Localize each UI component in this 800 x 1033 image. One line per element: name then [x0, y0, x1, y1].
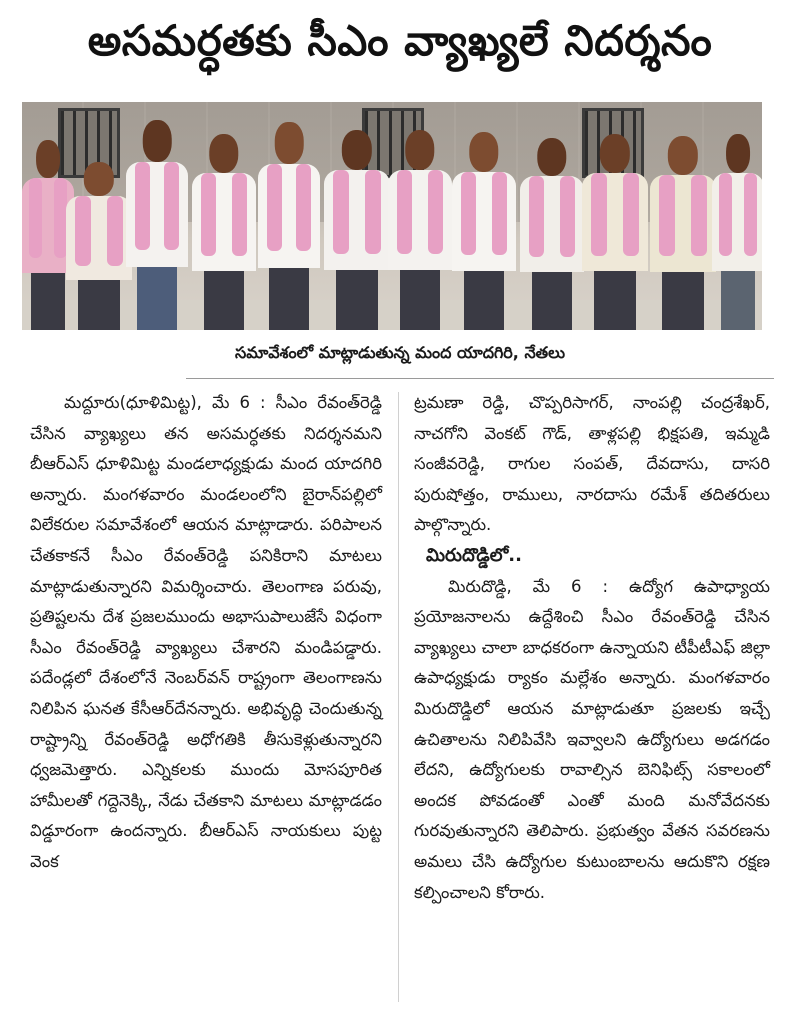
person-figure: [582, 134, 648, 330]
person-figure: [258, 122, 320, 330]
person-figure: [452, 132, 516, 330]
headline: అసమర్ధతకు సీఎం వ్యాఖ్యలే నిదర్శనం: [87, 16, 713, 65]
caption-rule: [186, 378, 774, 379]
article-right-column: [414, 388, 770, 908]
article-paragraph: మిరుదొడ్డి, మే 6 : ఉద్యోగ ఉపాధ్యాయ ప్రయోజనాలను ఉద్దేశించి సీఎం రేవంత్‌రెడ్డి చేసిన వ్యాఖ్యలు చాలా బాధకరంగా ఉన్నాయని టీపీటీఎఫ్‌ జిల్లా ఉపాధ్యక్షుడు ర్యాకం మల్లేశం అన్నారు. మంగళవారం మిరుదొడ్డిలో ఆయన మాట్లాడుతూ ప్రజలకు ఇచ్చే ఉచితాలను నిలిపివేసి ఇవ్వాలని ఉద్యోగులు అడగడం లేదని, ఉద్యోగులకు రావాల్సిన బెనిఫిట్స్‌ సకాలంలో అందక పోవడంతో ఎంతో మంది మనోవేదనకు గురవుతున్నారని తెలిపారు. ప్రభుత్వం వేతన సవరణను అమలు చేసి ఉద్యోగుల కుటుంబాలను ఆదుకొని రక్షణ కల్పించాలని కోరారు.: [414, 576, 770, 902]
person-figure: [520, 138, 584, 330]
article-subhead: మిరుదొడ్డిలో..: [426, 544, 522, 566]
photo-caption: సమావేశంలో మాట్లాడుతున్న మంద యాదగిరి, నేతలు: [234, 343, 566, 362]
article-paragraph-continued: ట్రమణా రెడ్డి, చొప్పరిసాగర్‌, నాంపల్లి చంద్రశేఖర్‌, నాచగోని వెంకట్‌ గౌడ్‌, తాళ్లపల్లి భిక్షపతి, ఇమ్మడి సంజీవరెడ్డి, రాగుల సంపత్‌, దేవదాసు, దాసరి పురుషోత్తం, రాములు, నారదాసు రమేశ్‌ తదితరులు పాల్గొన్నారు.: [414, 393, 770, 535]
next-article-fragment: [0, 1016, 800, 1033]
article-left-column: [30, 388, 382, 878]
person-figure: [650, 136, 716, 330]
person-figure: [66, 162, 132, 330]
person-figure: [126, 120, 188, 330]
person-figure: [324, 130, 390, 330]
person-figure: [388, 130, 452, 330]
news-photo: [22, 102, 762, 330]
column-divider: [398, 392, 399, 1002]
person-figure: [192, 134, 256, 330]
person-figure: [712, 134, 762, 330]
article-paragraph: మద్దూరు(ధూళిమిట్ట), మే 6 : సీఎం రేవంత్‌రెడ్డి చేసిన వ్యాఖ్యలు తన అసమర్ధతకు నిదర్శనమని బీఆర్‌ఎస్‌ ధూళిమిట్ట మండలాధ్యక్షుడు మంద యాదగిరి అన్నారు. మంగళవారం మండలంలోని బైరాన్‌పల్లిలో విలేకరుల సమావేశంలో ఆయన మాట్లాడారు. పరిపాలన చేతకాకనే సీఎం రేవంత్‌రెడ్డి పనికిరాని మాటలు మాట్లాడుతున్నారని విమర్శించారు. తెలంగాణ పరువు, ప్రతిష్టలను దేశ ప్రజలముందు అభాసుపాలుజేసే విధంగా సీఎం రేవంత్‌రెడ్డి వ్యాఖ్యలు చేశారని మండిపడ్డారు. పదేండ్లలో దేశంలోనే నెంబర్‌వన్‌ రాష్ట్రంగా తెలంగాణను నిలిపిన ఘనత కేసీఆర్‌దేనన్నారు. అభివృద్ధి చెందుతున్న రాష్ట్రాన్ని రేవంత్‌రెడ్డి అధోగతికి తీసుకెళ్లుతున్నారని ధ్వజమెత్తారు. ఎన్నికలకు ముందు మోసపూరిత హామీలతో గద్దెనెక్కి, నేడు చేతకాని మాటలు మాట్లాడడం విడ్డూరంగా ఉందన్నారు. బీఆర్‌ఎస్‌ నాయకులు పుట్ట వెంక: [30, 393, 382, 871]
top-strip: [0, 0, 800, 6]
